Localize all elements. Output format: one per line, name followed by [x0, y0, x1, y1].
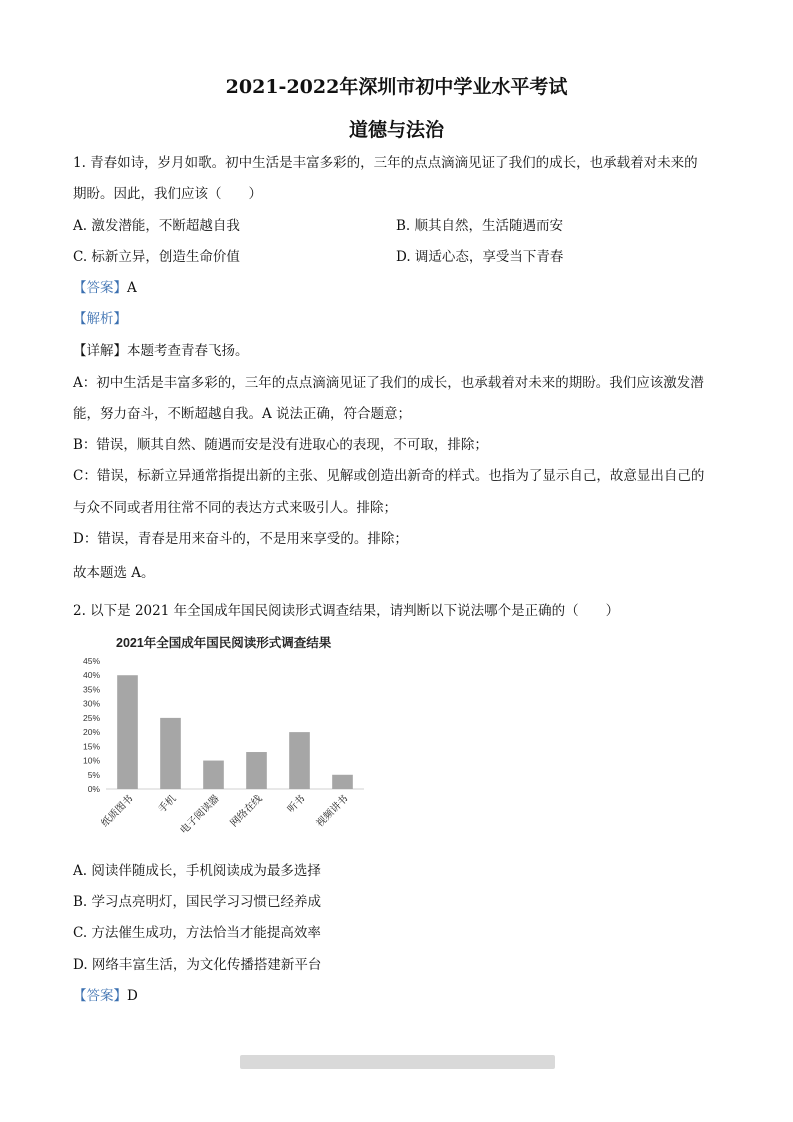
- y-tick-label: 0%: [87, 784, 100, 794]
- q1-stem-line2: 期盼。因此，我们应该（ ）: [73, 186, 262, 202]
- q2-option-a: A. 阅读伴随成长，手机阅读成为最多选择: [73, 863, 321, 879]
- y-tick-label: 15%: [82, 741, 100, 752]
- q1-answer: [73, 276, 137, 296]
- q2-option-d: D. 网络丰富生活，为文化传播搭建新平台: [73, 957, 322, 973]
- x-category-label: 视频讲书: [314, 793, 351, 830]
- q1-detail: 【详解】本题考查青春飞扬。: [73, 343, 249, 359]
- bar-2: [203, 761, 224, 789]
- q1-option-a: A. 激发潜能，不断超越自我: [73, 218, 240, 234]
- y-tick-label: 10%: [82, 755, 100, 766]
- bar-3: [246, 752, 267, 789]
- x-category-label: 纸质图书: [99, 793, 136, 830]
- answer-value: A: [127, 280, 137, 296]
- x-category-label: 电子阅读器: [178, 793, 222, 837]
- q1-explain-c-2: 与众不同或者用往常不同的表达方式来吸引人。排除；: [73, 500, 397, 516]
- q1-option-c: C. 标新立异，创造生命价值: [73, 249, 240, 265]
- q1-explain-d: D：错误，青春是用来奋斗的，不是用来享受的。排除；: [73, 531, 408, 547]
- answer-tag: 【答案】: [73, 988, 127, 1004]
- y-tick-label: 40%: [82, 670, 100, 681]
- blurred-footer-watermark: [240, 1055, 555, 1069]
- q1-explain-a-2: 能，努力奋斗，不断超越自我。A 说法正确，符合题意；: [73, 406, 412, 422]
- q1-stem-line1: 1. 青春如诗，岁月如歌。初中生活是丰富多彩的，三年的点点滴滴见证了我们的成长，也承载着对未来的: [73, 155, 698, 171]
- q1-explain-b: B：错误，顺其自然、随遇而安是没有进取心的表现，不可取，排除；: [73, 437, 488, 453]
- q2-answer: [73, 984, 138, 1004]
- bar-5: [332, 775, 353, 789]
- q1-explain-a-1: A：初中生活是丰富多彩的，三年的点点滴滴见证了我们的成长，也承载着对未来的期盼。我们应该激发潜: [73, 375, 704, 391]
- q2-option-c: C. 方法催生成功，方法恰当才能提高效率: [73, 925, 321, 941]
- chart-title: 2021年全国成年国民阅读形式调查结果: [116, 636, 332, 650]
- bar-1: [160, 718, 181, 789]
- answer-value: D: [127, 988, 138, 1004]
- doc-title: 2021-2022年深圳市初中学业水平考试: [225, 76, 568, 98]
- x-category-label: 网络在线: [228, 793, 265, 830]
- y-tick-label: 45%: [82, 656, 100, 666]
- q1-option-b: B. 顺其自然，生活随遇而安: [396, 218, 564, 234]
- x-category-label: 手机: [156, 793, 179, 816]
- y-tick-label: 30%: [82, 698, 100, 709]
- q2-stem: 2. 以下是 2021 年全国成年国民阅读形式调查结果，请判断以下说法哪个是正确的（ ）: [73, 603, 620, 619]
- doc-subtitle: 道德与法治: [348, 119, 444, 141]
- x-category-label: 听书: [285, 793, 308, 816]
- bar-4: [289, 732, 310, 789]
- q2-option-b: B. 学习点亮明灯，国民学习习惯已经养成: [73, 894, 322, 910]
- q1-analysis-tag: 【解析】: [73, 311, 127, 327]
- reading-survey-chart: [72, 628, 372, 850]
- y-tick-label: 20%: [82, 727, 100, 738]
- bar-0: [117, 675, 138, 789]
- q1-conclusion: 故本题选 A。: [73, 565, 155, 581]
- y-tick-label: 25%: [82, 712, 100, 723]
- q1-option-d: D. 调适心态，享受当下青春: [396, 249, 564, 265]
- q1-explain-c-1: C：错误，标新立异通常指提出新的主张、见解或创造出新奇的样式。也指为了显示自己，故意显出自己的: [73, 468, 705, 484]
- y-tick-label: 5%: [87, 769, 100, 780]
- answer-tag: 【答案】: [73, 280, 127, 296]
- y-tick-label: 35%: [82, 684, 100, 695]
